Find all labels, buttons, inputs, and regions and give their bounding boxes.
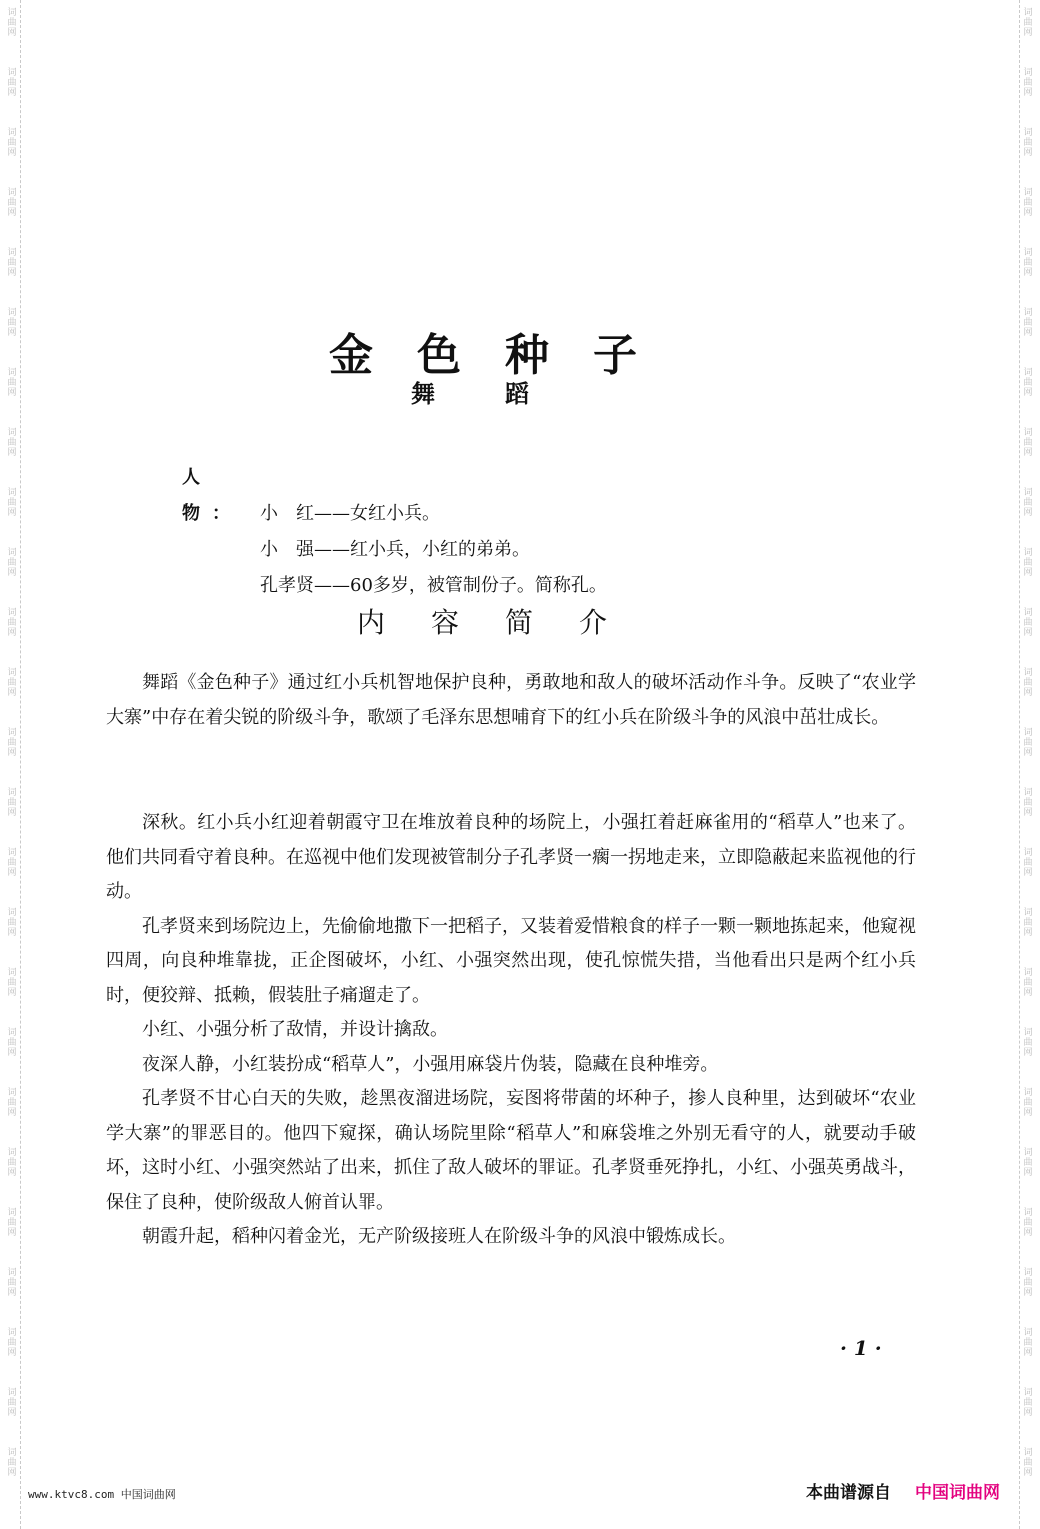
story-paragraph: 孔孝贤不甘心白天的失败，趁黑夜溜进场院，妄图将带菌的坏种子，掺人良种里，达到破坏“农业学大寨”的罪恶目的。他四下窥探，确认场院里除“稻草人”和麻袋堆之外别无看守的人，就要动手破坏，这时小红、小强突然站了出来，抓住了敌人破坏的罪证。孔孝贤垂死挣扎，小红、小强英勇战斗，保住了良种，使阶级敌人俯首认罪。 [106, 1088, 916, 1213]
watermark-glyph: 词 [7, 368, 17, 378]
watermark-glyph: 词 [1023, 368, 1033, 378]
footer-credit-label: 本曲谱源自 [806, 1483, 891, 1503]
watermark-glyph: 曲 [7, 1218, 17, 1228]
watermark-glyph: 曲 [1023, 678, 1033, 688]
watermark-glyph: 曲 [1023, 558, 1033, 568]
watermark-glyph: 曲 [7, 1098, 17, 1108]
character-list [182, 460, 607, 604]
watermark-glyph: 网 [7, 1408, 17, 1418]
watermark-glyph: 词 [7, 1028, 17, 1038]
watermark-glyph: 网 [7, 268, 17, 278]
watermark-glyph: 网 [1023, 448, 1033, 458]
watermark-glyph: 网 [1023, 988, 1033, 998]
story-body [106, 806, 916, 1255]
watermark-glyph: 词 [1023, 608, 1033, 618]
watermark-glyph: 曲 [7, 498, 17, 508]
watermark-glyph: 网 [7, 1168, 17, 1178]
watermark-glyph: 词 [1023, 1268, 1033, 1278]
watermark-glyph: 曲 [7, 738, 17, 748]
footer-source-url: www.ktvc8.com 中国词曲网 [28, 1488, 176, 1501]
watermark-glyph-stack [1020, 1448, 1036, 1478]
watermark-glyph: 网 [7, 328, 17, 338]
watermark-glyph-stack [4, 1448, 20, 1478]
watermark-glyph-stack [4, 1268, 20, 1298]
watermark-glyph: 网 [1023, 1408, 1033, 1418]
watermark-glyph: 曲 [1023, 138, 1033, 148]
footer-brand: 中国词曲网 [915, 1483, 1000, 1503]
watermark-glyph-stack [1020, 968, 1036, 998]
watermark-glyph-stack [4, 188, 20, 218]
watermark-glyph-stack [1020, 788, 1036, 818]
watermark-glyph: 曲 [7, 198, 17, 208]
watermark-glyph: 网 [7, 1228, 17, 1238]
watermark-glyph: 曲 [7, 858, 17, 868]
watermark-glyph-stack [4, 428, 20, 458]
watermark-glyph: 曲 [1023, 1218, 1033, 1228]
watermark-glyph: 曲 [1023, 378, 1033, 388]
watermark-glyph: 词 [1023, 428, 1033, 438]
watermark-glyph: 曲 [7, 798, 17, 808]
watermark-glyph: 词 [7, 428, 17, 438]
watermark-glyph-stack [4, 248, 20, 278]
story-paragraph: 夜深人静，小红装扮成“稻草人”，小强用麻袋片伪装，隐藏在良种堆旁。 [142, 1053, 719, 1075]
watermark-glyph: 网 [7, 448, 17, 458]
watermark-glyph: 网 [1023, 88, 1033, 98]
watermark-glyph: 网 [1023, 688, 1033, 698]
watermark-glyph-stack [4, 788, 20, 818]
watermark-glyph-stack [1020, 128, 1036, 158]
watermark-glyph: 网 [1023, 868, 1033, 878]
watermark-glyph: 曲 [1023, 1098, 1033, 1108]
watermark-glyph-stack [4, 68, 20, 98]
watermark-glyph: 网 [7, 1348, 17, 1358]
watermark-glyph-stack [4, 1208, 20, 1238]
watermark-glyph: 曲 [7, 558, 17, 568]
watermark-glyph: 词 [7, 1328, 17, 1338]
watermark-glyph-stack [1020, 1208, 1036, 1238]
watermark-glyph-stack [1020, 848, 1036, 878]
story-paragraph: 孔孝贤来到场院边上，先偷偷地撒下一把稻子，又装着爱惜粮食的样子一颗一颗地拣起来，他窥视四周，向良种堆靠拢，正企图破坏，小红、小强突然出现，使孔惊慌失措，当他看出只是两个红小兵时，便狡辩、抵赖，假装肚子痛遛走了。 [106, 915, 916, 1006]
character-entry: 小 红——女红小兵。 [260, 503, 440, 524]
watermark-glyph: 词 [1023, 668, 1033, 678]
watermark-glyph: 词 [1023, 728, 1033, 738]
watermark-glyph: 曲 [1023, 978, 1033, 988]
watermark-glyph: 词 [1023, 248, 1033, 258]
watermark-glyph-stack [1020, 1028, 1036, 1058]
watermark-glyph: 词 [7, 128, 17, 138]
watermark-glyph: 曲 [1023, 1158, 1033, 1168]
watermark-glyph-stack [1020, 548, 1036, 578]
watermark-glyph-stack [1020, 1148, 1036, 1178]
watermark-glyph: 曲 [1023, 1338, 1033, 1348]
watermark-glyph-stack [4, 548, 20, 578]
watermark-glyph: 网 [7, 28, 17, 38]
watermark-glyph: 词 [7, 668, 17, 678]
watermark-glyph: 词 [1023, 788, 1033, 798]
watermark-glyph: 曲 [7, 378, 17, 388]
watermark-glyph: 网 [7, 988, 17, 998]
watermark-glyph: 网 [7, 808, 17, 818]
watermark-glyph: 词 [7, 8, 17, 18]
watermark-glyph-stack [1020, 1328, 1036, 1358]
watermark-glyph-stack [1020, 1268, 1036, 1298]
watermark-glyph-stack [1020, 1388, 1036, 1418]
watermark-glyph: 网 [1023, 1348, 1033, 1358]
watermark-glyph: 词 [1023, 308, 1033, 318]
watermark-glyph: 曲 [7, 438, 17, 448]
intro-paragraph: 舞蹈《金色种子》通过红小兵机智地保护良种，勇敢地和敌人的破坏活动作斗争。反映了“农业学大寨”中存在着尖锐的阶级斗争，歌颂了毛泽东思想哺育下的红小兵在阶级斗争的风浪中茁壮成长。 [106, 672, 916, 728]
watermark-glyph: 网 [1023, 808, 1033, 818]
page-subtitle: 舞蹈 [411, 379, 599, 408]
watermark-glyph-stack [4, 848, 20, 878]
watermark-glyph: 词 [1023, 1328, 1033, 1338]
watermark-glyph: 网 [7, 148, 17, 158]
watermark-glyph: 网 [1023, 1468, 1033, 1478]
watermark-glyph: 曲 [7, 978, 17, 988]
section-title: 内容简介 [356, 606, 653, 639]
watermark-glyph: 词 [7, 488, 17, 498]
watermark-glyph: 网 [1023, 928, 1033, 938]
watermark-glyph: 网 [1023, 748, 1033, 758]
watermark-glyph: 网 [7, 1468, 17, 1478]
watermark-glyph: 词 [1023, 548, 1033, 558]
watermark-glyph: 网 [1023, 568, 1033, 578]
page-number: · 1 · [840, 1336, 882, 1360]
watermark-glyph: 曲 [1023, 258, 1033, 268]
watermark-glyph: 网 [7, 688, 17, 698]
watermark-glyph: 词 [1023, 188, 1033, 198]
watermark-glyph: 曲 [1023, 738, 1033, 748]
watermark-glyph-stack [4, 668, 20, 698]
watermark-glyph: 词 [1023, 8, 1033, 18]
watermark-glyph: 曲 [7, 1458, 17, 1468]
watermark-glyph-stack [4, 1148, 20, 1178]
watermark-glyph: 网 [7, 868, 17, 878]
watermark-glyph: 曲 [7, 918, 17, 928]
watermark-glyph-stack [1020, 188, 1036, 218]
watermark-glyph: 网 [1023, 1228, 1033, 1238]
watermark-glyph: 曲 [7, 1278, 17, 1288]
watermark-glyph: 词 [7, 848, 17, 858]
watermark-glyph: 网 [1023, 208, 1033, 218]
watermark-glyph: 词 [7, 788, 17, 798]
footer-credit [806, 1478, 1000, 1503]
watermark-glyph-stack [1020, 608, 1036, 638]
story-paragraph: 朝霞升起，稻种闪着金光，无产阶级接班人在阶级斗争的风浪中锻炼成长。 [142, 1226, 736, 1247]
watermark-glyph: 曲 [7, 138, 17, 148]
watermark-glyph: 词 [1023, 128, 1033, 138]
left-watermark-rail [4, 0, 21, 1529]
watermark-glyph: 词 [7, 608, 17, 618]
watermark-glyph: 曲 [7, 1038, 17, 1048]
watermark-glyph: 网 [7, 88, 17, 98]
watermark-glyph: 词 [7, 1388, 17, 1398]
watermark-glyph: 曲 [7, 1338, 17, 1348]
watermark-glyph: 词 [7, 1088, 17, 1098]
watermark-glyph: 词 [7, 308, 17, 318]
watermark-glyph-stack [1020, 488, 1036, 518]
watermark-glyph: 网 [1023, 388, 1033, 398]
watermark-glyph-stack [4, 1028, 20, 1058]
watermark-glyph: 曲 [1023, 498, 1033, 508]
watermark-glyph: 曲 [1023, 78, 1033, 88]
watermark-glyph: 曲 [1023, 798, 1033, 808]
watermark-glyph: 曲 [1023, 18, 1033, 28]
watermark-glyph: 网 [1023, 328, 1033, 338]
page-title: 金色种子 [329, 330, 681, 382]
watermark-glyph: 网 [7, 1288, 17, 1298]
watermark-glyph: 网 [7, 628, 17, 638]
watermark-glyph: 网 [7, 1108, 17, 1118]
watermark-glyph: 词 [7, 548, 17, 558]
watermark-glyph: 词 [1023, 848, 1033, 858]
watermark-glyph-stack [1020, 428, 1036, 458]
watermark-glyph: 网 [7, 748, 17, 758]
character-row [182, 532, 607, 568]
watermark-glyph: 曲 [1023, 1038, 1033, 1048]
watermark-glyph: 曲 [7, 318, 17, 328]
character-list-label: 人物： [182, 467, 242, 524]
watermark-glyph: 曲 [1023, 198, 1033, 208]
watermark-glyph: 词 [1023, 968, 1033, 978]
watermark-glyph: 曲 [7, 78, 17, 88]
watermark-glyph: 曲 [7, 18, 17, 28]
watermark-glyph: 网 [1023, 1168, 1033, 1178]
watermark-glyph: 曲 [7, 258, 17, 268]
watermark-glyph: 曲 [1023, 438, 1033, 448]
watermark-glyph: 曲 [7, 1158, 17, 1168]
watermark-glyph-stack [1020, 668, 1036, 698]
watermark-glyph: 网 [1023, 1048, 1033, 1058]
watermark-glyph: 曲 [1023, 1398, 1033, 1408]
watermark-glyph-stack [1020, 368, 1036, 398]
watermark-glyph: 曲 [7, 678, 17, 688]
watermark-glyph: 词 [1023, 908, 1033, 918]
watermark-glyph: 词 [1023, 1088, 1033, 1098]
watermark-glyph: 曲 [1023, 1458, 1033, 1468]
watermark-glyph-stack [4, 728, 20, 758]
watermark-glyph: 词 [7, 188, 17, 198]
watermark-glyph: 曲 [1023, 318, 1033, 328]
watermark-glyph-stack [4, 1388, 20, 1418]
watermark-glyph-stack [4, 968, 20, 998]
watermark-glyph: 词 [7, 908, 17, 918]
watermark-glyph: 网 [1023, 148, 1033, 158]
watermark-glyph: 词 [1023, 1388, 1033, 1398]
watermark-glyph: 曲 [7, 1398, 17, 1408]
watermark-glyph-stack [4, 908, 20, 938]
right-watermark-rail [1019, 0, 1036, 1529]
watermark-glyph: 词 [7, 1448, 17, 1458]
watermark-glyph: 词 [1023, 68, 1033, 78]
watermark-glyph-stack [4, 128, 20, 158]
watermark-glyph-stack [4, 488, 20, 518]
watermark-glyph-stack [4, 8, 20, 38]
watermark-glyph: 词 [7, 68, 17, 78]
watermark-glyph: 词 [1023, 1448, 1033, 1458]
character-row [182, 568, 607, 604]
watermark-glyph: 词 [7, 248, 17, 258]
story-paragraph: 小红、小强分析了敌情，并设计擒敌。 [142, 1019, 448, 1040]
watermark-glyph: 词 [1023, 1148, 1033, 1158]
watermark-glyph: 词 [7, 1268, 17, 1278]
watermark-glyph-stack [1020, 908, 1036, 938]
watermark-glyph: 网 [1023, 268, 1033, 278]
character-entry: 小 强——红小兵，小红的弟弟。 [260, 539, 530, 560]
story-paragraph: 深秋。红小兵小红迎着朝霞守卫在堆放着良种的场院上，小强扛着赶麻雀用的“稻草人”也来了。他们共同看守着良种。在巡视中他们发现被管制分子孔孝贤一瘸一拐地走来，立即隐蔽起来监视他的行动。 [106, 812, 916, 902]
watermark-glyph: 网 [7, 928, 17, 938]
watermark-glyph: 词 [7, 968, 17, 978]
watermark-glyph-stack [1020, 1088, 1036, 1118]
watermark-glyph: 曲 [1023, 918, 1033, 928]
watermark-glyph-stack [1020, 248, 1036, 278]
watermark-glyph: 词 [7, 1208, 17, 1218]
watermark-glyph: 网 [1023, 1288, 1033, 1298]
watermark-glyph-stack [1020, 68, 1036, 98]
watermark-glyph: 网 [7, 388, 17, 398]
watermark-glyph: 网 [7, 568, 17, 578]
watermark-glyph: 网 [1023, 628, 1033, 638]
watermark-glyph: 曲 [1023, 1278, 1033, 1288]
watermark-glyph: 词 [7, 1148, 17, 1158]
watermark-glyph-stack [4, 1088, 20, 1118]
watermark-glyph: 词 [7, 728, 17, 738]
watermark-glyph: 词 [1023, 1028, 1033, 1038]
watermark-glyph: 曲 [1023, 618, 1033, 628]
watermark-glyph: 曲 [7, 618, 17, 628]
watermark-glyph-stack [1020, 728, 1036, 758]
watermark-glyph: 网 [1023, 1108, 1033, 1118]
watermark-glyph: 曲 [1023, 858, 1033, 868]
character-entry: 孔孝贤——60多岁，被管制份子。简称孔。 [260, 575, 607, 596]
watermark-glyph: 网 [7, 208, 17, 218]
watermark-glyph-stack [1020, 308, 1036, 338]
watermark-glyph: 网 [1023, 28, 1033, 38]
character-row [182, 460, 607, 532]
watermark-glyph: 词 [1023, 1208, 1033, 1218]
watermark-glyph-stack [4, 1328, 20, 1358]
watermark-glyph: 网 [7, 508, 17, 518]
watermark-glyph: 词 [1023, 488, 1033, 498]
watermark-glyph-stack [1020, 8, 1036, 38]
watermark-glyph: 网 [1023, 508, 1033, 518]
watermark-glyph: 网 [7, 1048, 17, 1058]
